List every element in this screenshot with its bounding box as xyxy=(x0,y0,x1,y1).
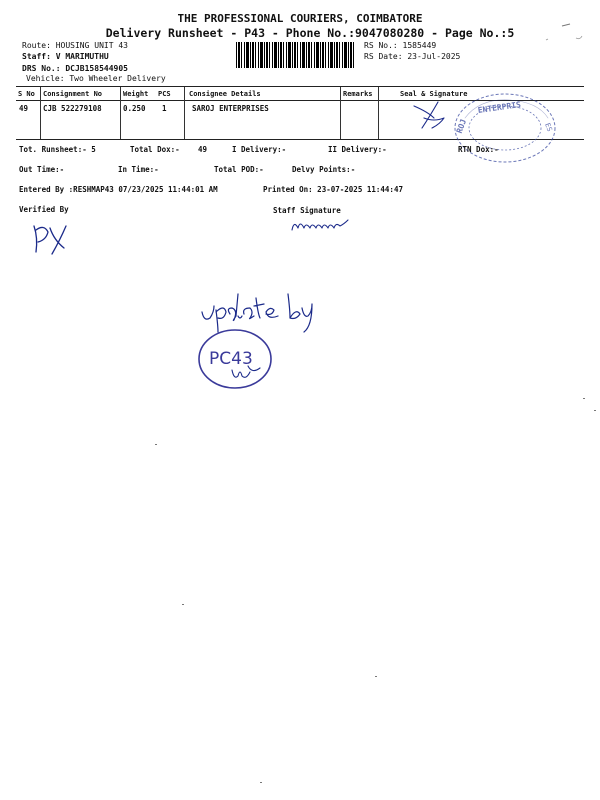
col-header-consignment: Consignment No xyxy=(43,90,103,98)
col-header-seal-signature: Seal & Signature xyxy=(400,90,468,98)
rs-date: RS Date: 23-Jul-2025 xyxy=(364,52,461,61)
scan-speck xyxy=(375,676,377,677)
column-divider xyxy=(40,87,41,139)
tot-runsheet: Tot. Runsheet:- 5 xyxy=(19,145,96,154)
col-header-sno: S No xyxy=(18,90,35,98)
company-name: THE PROFESSIONAL COURIERS, COIMBATORE xyxy=(177,12,423,25)
ii-delivery: II Delivery:- xyxy=(328,145,387,154)
printed-on: Printed On: 23-07-2025 11:44:47 xyxy=(263,185,403,194)
verified-by-label: Verified By xyxy=(19,205,69,214)
column-divider xyxy=(184,87,185,139)
staff-label: Staff: V MARIMUTHU xyxy=(22,52,109,61)
runsheet-title: Delivery Runsheet - P43 - Phone No.:9047080280 - Page No.:5 xyxy=(105,26,515,40)
total-dox-label: Total Dox:- xyxy=(130,145,180,154)
col-header-remarks: Remarks xyxy=(343,90,373,98)
route-label: Route: HOUSING UNIT 43 xyxy=(22,41,128,50)
scan-speck xyxy=(155,444,157,445)
delvy-points: Delvy Points:- xyxy=(292,165,356,174)
row-consignee: SAROJ ENTERPRISES xyxy=(192,104,269,113)
svg-text:PC43: PC43 xyxy=(209,349,253,369)
scan-speck xyxy=(182,604,184,605)
col-header-weight: Weight xyxy=(123,90,149,98)
column-divider xyxy=(378,87,379,139)
svg-text:ROJ: ROJ xyxy=(454,117,469,135)
staff-signature xyxy=(290,216,350,236)
total-dox-value: 49 xyxy=(198,145,208,154)
scan-speck xyxy=(583,398,585,399)
rs-number: RS No.: 1585449 xyxy=(364,41,437,50)
out-time: Out Time:- xyxy=(19,165,65,174)
seal-stamp xyxy=(400,88,560,172)
row-consignment-no: CJB 522279108 xyxy=(43,104,102,113)
rtn-dox: RTN Dox:- xyxy=(458,145,499,154)
total-pod: Total POD:- xyxy=(214,165,264,174)
column-divider xyxy=(340,87,341,139)
svg-text:ENTERPRIS: ENTERPRIS xyxy=(477,100,522,116)
col-header-consignee: Consignee Details xyxy=(189,90,261,98)
in-time: In Time:- xyxy=(118,165,159,174)
i-delivery: I Delivery:- xyxy=(232,145,287,154)
circle-stamp-pc43 xyxy=(194,328,278,394)
row-sno: 49 xyxy=(19,104,29,113)
verifier-signature xyxy=(26,218,76,258)
drs-number: DRS No.: DCJB158544905 xyxy=(22,64,128,73)
entered-by: Entered By :RESHMAP43 07/23/2025 11:44:01 AM xyxy=(19,185,218,194)
vehicle-label: Vehicle: Two Wheeler Delivery xyxy=(26,74,166,83)
col-header-pcs: PCS xyxy=(158,90,171,98)
table-top-rule xyxy=(16,86,584,87)
column-divider xyxy=(120,87,121,139)
svg-text:ES: ES xyxy=(543,121,554,133)
scan-marks xyxy=(540,14,590,54)
scan-speck xyxy=(594,410,596,411)
staff-signature-label: Staff Signature xyxy=(273,206,341,215)
row-pcs: 1 xyxy=(162,104,167,113)
row-weight: 0.250 xyxy=(123,104,146,113)
scan-speck xyxy=(260,782,262,783)
barcode-image xyxy=(236,42,354,68)
